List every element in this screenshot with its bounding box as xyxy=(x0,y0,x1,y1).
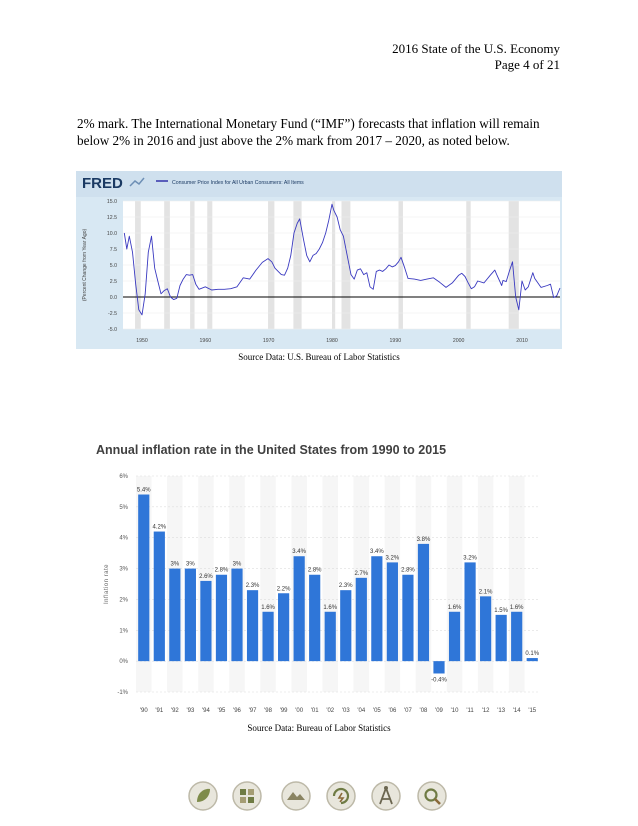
fred-chart-svg xyxy=(76,171,562,349)
report-title: 2016 State of the U.S. Economy xyxy=(392,41,560,56)
bar-x-tick: '10 xyxy=(450,708,459,714)
refresh-icon xyxy=(327,782,355,810)
compass-icon xyxy=(372,782,400,810)
bar-y-tick: 2% xyxy=(119,597,128,604)
caption-fred: Source Data: U.S. Bureau of Labor Statistics xyxy=(238,352,400,362)
bar-data-label: 1.6% xyxy=(261,604,275,611)
bar xyxy=(433,661,444,673)
fred-y-axis-label: (Percent Change from Year Ago) xyxy=(82,228,88,302)
bar xyxy=(247,590,258,661)
bar xyxy=(402,575,413,661)
fred-y-tick: 0.0 xyxy=(109,295,117,301)
bar-data-label: 3% xyxy=(186,561,195,568)
fred-x-tick: 1970 xyxy=(262,338,275,344)
bar-x-tick: '14 xyxy=(512,708,521,714)
bar-x-tick: '00 xyxy=(295,708,304,714)
grid-icon xyxy=(233,782,261,810)
bar-data-label: 1.6% xyxy=(509,604,524,611)
bar-x-tick: '99 xyxy=(279,708,288,714)
bar-x-tick: '02 xyxy=(326,708,335,714)
bar-data-label: 5.4% xyxy=(136,487,151,494)
bar xyxy=(387,562,398,661)
bar xyxy=(418,544,429,661)
fred-x-tick: 1960 xyxy=(199,338,212,344)
bar-data-label: 3% xyxy=(232,561,242,568)
bar-data-label: 2.3% xyxy=(245,583,260,590)
fred-y-tick: 5.0 xyxy=(109,263,117,269)
bar-x-tick: '07 xyxy=(404,708,412,714)
fred-x-tick: 2010 xyxy=(516,338,528,344)
bar-data-label: 1.5% xyxy=(494,607,508,614)
bar-y-tick: 6% xyxy=(119,474,128,480)
bar xyxy=(511,612,522,661)
bar xyxy=(309,575,320,661)
bar-data-label: 1.6% xyxy=(447,604,462,611)
bar-x-tick: '08 xyxy=(419,708,428,714)
bar xyxy=(356,578,367,661)
fred-x-tick: 2000 xyxy=(452,338,465,344)
bar xyxy=(154,532,165,662)
bar-data-label: 1.6% xyxy=(323,604,338,611)
bar-data-label: -0.4% xyxy=(431,677,447,684)
bar-x-tick: '96 xyxy=(233,708,241,714)
bar-data-label: 3.4% xyxy=(292,549,306,556)
bar-x-tick: '04 xyxy=(357,708,366,714)
fred-cpi-chart xyxy=(76,171,562,349)
bar-data-label: 3.2% xyxy=(463,555,477,562)
bar-x-tick: '98 xyxy=(264,708,272,714)
bar xyxy=(231,569,242,662)
fred-y-tick: 10.0 xyxy=(106,231,117,237)
bar-x-tick: '97 xyxy=(248,708,257,714)
bar-y-tick: 1% xyxy=(119,628,128,635)
bar-data-label: 4.2% xyxy=(152,524,167,531)
fred-x-tick: 1980 xyxy=(326,338,338,344)
bar-x-tick: '01 xyxy=(310,708,319,714)
bar-x-tick: '13 xyxy=(497,708,506,714)
fred-x-tick: 1990 xyxy=(389,338,402,344)
bar-x-tick: '92 xyxy=(170,708,179,714)
bar-data-label: 2.8% xyxy=(307,567,322,574)
fred-header-bar xyxy=(76,171,562,197)
bar-x-tick: '91 xyxy=(155,708,164,714)
bar-data-label: 2.3% xyxy=(338,583,353,590)
bar xyxy=(262,612,273,661)
fred-logo: FRED xyxy=(82,175,123,192)
bar xyxy=(200,581,211,661)
bar xyxy=(216,575,227,661)
body-paragraph: 2% mark. The International Monetary Fund (“IMF”) forecasts that inflation will remain below 2% in 2016 and just above the 2% mark from 2017 – 2020, as noted below. xyxy=(77,116,540,148)
caption-bars: Source Data: Bureau of Labor Statistics xyxy=(247,723,391,733)
fred-x-tick: 1950 xyxy=(136,338,148,344)
leaf-icon xyxy=(189,782,217,810)
fred-y-tick: 7.5 xyxy=(109,247,117,253)
bar-x-tick: '12 xyxy=(481,708,490,714)
fred-y-tick: 12.5 xyxy=(106,215,117,221)
inflation-bar-chart xyxy=(96,466,546,716)
bar-data-label: 3.4% xyxy=(370,549,384,556)
bar-chart-title: Annual inflation rate in the United States from 1990 to 2015 xyxy=(96,443,447,457)
bar-data-label: 3.8% xyxy=(416,536,431,543)
page-number: Page 4 of 21 xyxy=(494,57,560,72)
bar xyxy=(340,590,351,661)
bar xyxy=(325,612,336,661)
bar-x-tick: '94 xyxy=(202,708,210,714)
bar xyxy=(185,569,196,662)
bar-data-label: 0.1% xyxy=(525,651,540,658)
bar-data-label: 2.8% xyxy=(214,567,229,574)
bar-data-label: 3% xyxy=(170,561,180,568)
bar-x-tick: '03 xyxy=(341,708,350,714)
page-header xyxy=(392,41,560,73)
bar-x-tick: '09 xyxy=(435,708,443,714)
landscape-icon xyxy=(282,782,310,810)
bar xyxy=(294,556,305,661)
bar-data-label: 2.8% xyxy=(401,567,415,574)
bar-x-tick: '05 xyxy=(372,708,381,714)
bar-x-tick: '93 xyxy=(186,708,195,714)
bar-x-tick: '11 xyxy=(466,708,474,714)
magnifier-icon xyxy=(418,782,446,810)
bar-y-axis-label: Inflation rate xyxy=(104,563,110,605)
bar-x-tick: '90 xyxy=(139,708,148,714)
bar xyxy=(278,593,289,661)
bar-y-tick: 5% xyxy=(119,504,128,511)
bar xyxy=(464,562,475,661)
bar xyxy=(138,495,149,662)
bar-x-tick: '15 xyxy=(528,708,537,714)
bar xyxy=(496,615,507,661)
bar-y-tick: 4% xyxy=(119,535,128,542)
fred-y-tick: 15.0 xyxy=(106,199,117,205)
bar-data-label: 2.2% xyxy=(276,586,291,593)
bar-x-tick: '06 xyxy=(388,708,397,714)
bar xyxy=(169,569,180,662)
bar xyxy=(449,612,460,661)
bar-data-label: 2.7% xyxy=(354,570,369,577)
bar-data-label: 2.6% xyxy=(199,573,213,580)
bar xyxy=(371,556,382,661)
footer-icons xyxy=(0,776,638,816)
fred-y-tick: 2.5 xyxy=(109,279,117,285)
bar-y-tick: -1% xyxy=(117,690,128,696)
fred-legend-label: Consumer Price Index for All Urban Consumers: All Items xyxy=(172,180,304,186)
fred-y-tick: -2.5 xyxy=(108,311,117,317)
bar-y-tick: 0% xyxy=(119,659,128,666)
bar-data-label: 3.2% xyxy=(385,555,400,562)
fred-y-tick: -5.0 xyxy=(108,327,117,333)
bar xyxy=(480,596,491,661)
bar-y-tick: 3% xyxy=(119,566,128,573)
bar-data-label: 2.1% xyxy=(478,589,493,596)
bar-x-tick: '95 xyxy=(217,708,226,714)
bar xyxy=(527,658,538,661)
